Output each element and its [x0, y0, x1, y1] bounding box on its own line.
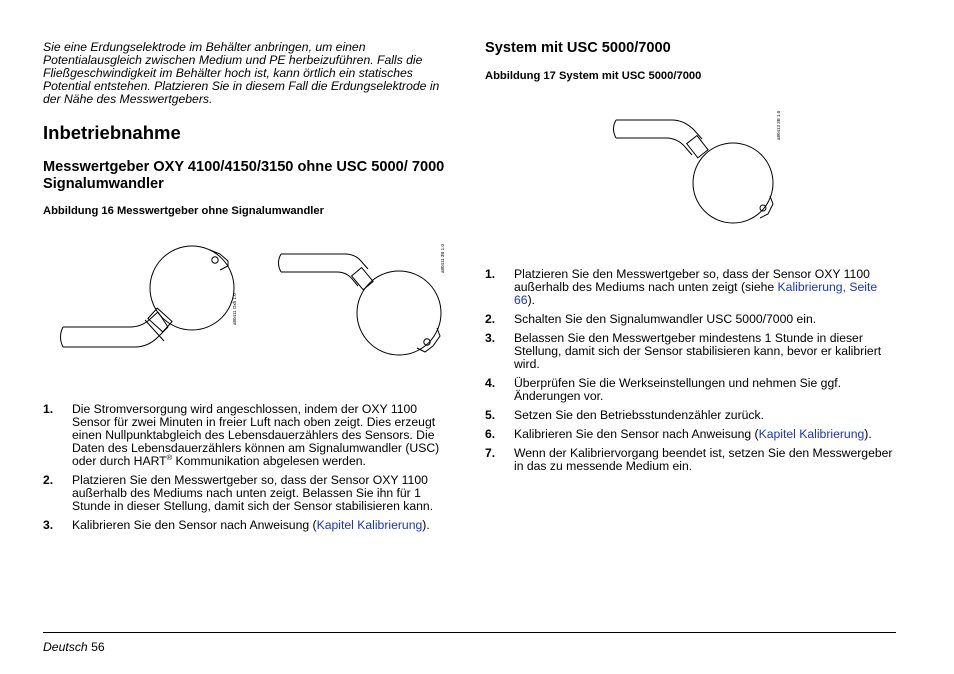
figure-17-drawing [610, 108, 790, 228]
list-item: 4. Überprüfen Sie die Werkseinstellungen und nehmen Sie ggf. Änderungen vor. [485, 376, 842, 403]
figure-16-caption: Abbildung 16 Messwertgeber ohne Signalumwandler [43, 205, 324, 217]
list-item: 5. Setzen Sie den Betriebsstundenzähler zurück. [485, 408, 764, 422]
right-subtitle: System mit USC 5000/7000 [485, 40, 671, 56]
svg-text:a80411 3B 1.0: a80411 3B 1.0 [440, 244, 445, 273]
intro-paragraph: Sie eine Erdungselektrode im Behälter anbringen, um einen Potentialausgleich zwischen Medium und PE herbeizuführen. Falls die Fließgeschwindigkeit im Behälter hoch ist, kann örtlich ein statisches Potential entstehen. Platzieren Sie in diesem Fall die Erdungselektrode in der Nähe des Messwertgebers. [43, 40, 440, 106]
footer-rule [43, 632, 896, 633]
left-subtitle: Messwertgeber OXY 4100/4150/3150 ohne USC 5000/ 7000 Signalumwandler [43, 159, 445, 192]
list-item: 2. Schalten Sie den Signalumwandler USC 5000/7000 ein. [485, 312, 817, 326]
list-item: 1. Die Stromversorgung wird angeschlossen, indem der OXY 1100 Sensor für zwei Minuten in freier Luft nach oben zeigt. Dies erzeugt einen Nullpunktabgleich des Lebensdauerzählers des Sensors. Die Daten des Lebensdauerzählers können am Signalumwandler (USC) oder durch HART® Kommunikation abgelesen werden. [43, 402, 440, 468]
section-title: Inbetriebnahme [43, 122, 181, 143]
list-item: 7. Wenn der Kalibriervorgang beendet ist, setzen Sie den Messwergeber in das zu messende Medium ein. [485, 446, 893, 473]
left-steps-list [43, 403, 455, 532]
figure-16-drawing [55, 240, 455, 365]
list-item: 3. Kalibrieren Sie den Sensor nach Anweisung (Kapitel Kalibrierung). [43, 518, 430, 532]
link-kapitel-kalibrierung[interactable]: Kapitel Kalibrierung [316, 518, 423, 532]
footer-language: Deutsch [43, 640, 88, 654]
page-number: 56 [91, 640, 105, 654]
list-item: 2. Platzieren Sie den Messwertgeber so, dass der Sensor OXY 1100 außerhalb des Mediums nach unten zeigt. Belassen Sie ihn für 1 Stunde in dieser Stellung, damit sich der Sensor stabilisieren kann. [43, 473, 434, 513]
list-item: 3. Belassen Sie den Messwertgeber mindestens 1 Stunde in dieser Stellung, damit sich der Sensor stabilisieren kann, bevor er kalibriert wird. [485, 331, 882, 371]
link-kalibrierung-seite-66[interactable]: Kalibrierung, Seite 66 [514, 280, 878, 307]
figure-17-caption: Abbildung 17 System mit USC 5000/7000 [485, 70, 702, 82]
svg-text:a80411 Oxh 1.0: a80411 Oxh 1.0 [232, 293, 237, 325]
right-steps-list [485, 268, 897, 473]
list-item: 6. Kalibrieren Sie den Sensor nach Anweisung (Kapitel Kalibrierung). [485, 427, 872, 441]
page-footer [43, 640, 105, 654]
svg-text:a80413 3B 1.0: a80413 3B 1.0 [776, 110, 781, 140]
link-kapitel-kalibrierung[interactable]: Kapitel Kalibrierung [758, 427, 865, 441]
list-item: 1. Platzieren Sie den Messwertgeber so, dass der Sensor OXY 1100 außerhalb des Mediums nach unten zeigt (siehe Kalibrierung, Seite 66). [485, 267, 878, 307]
